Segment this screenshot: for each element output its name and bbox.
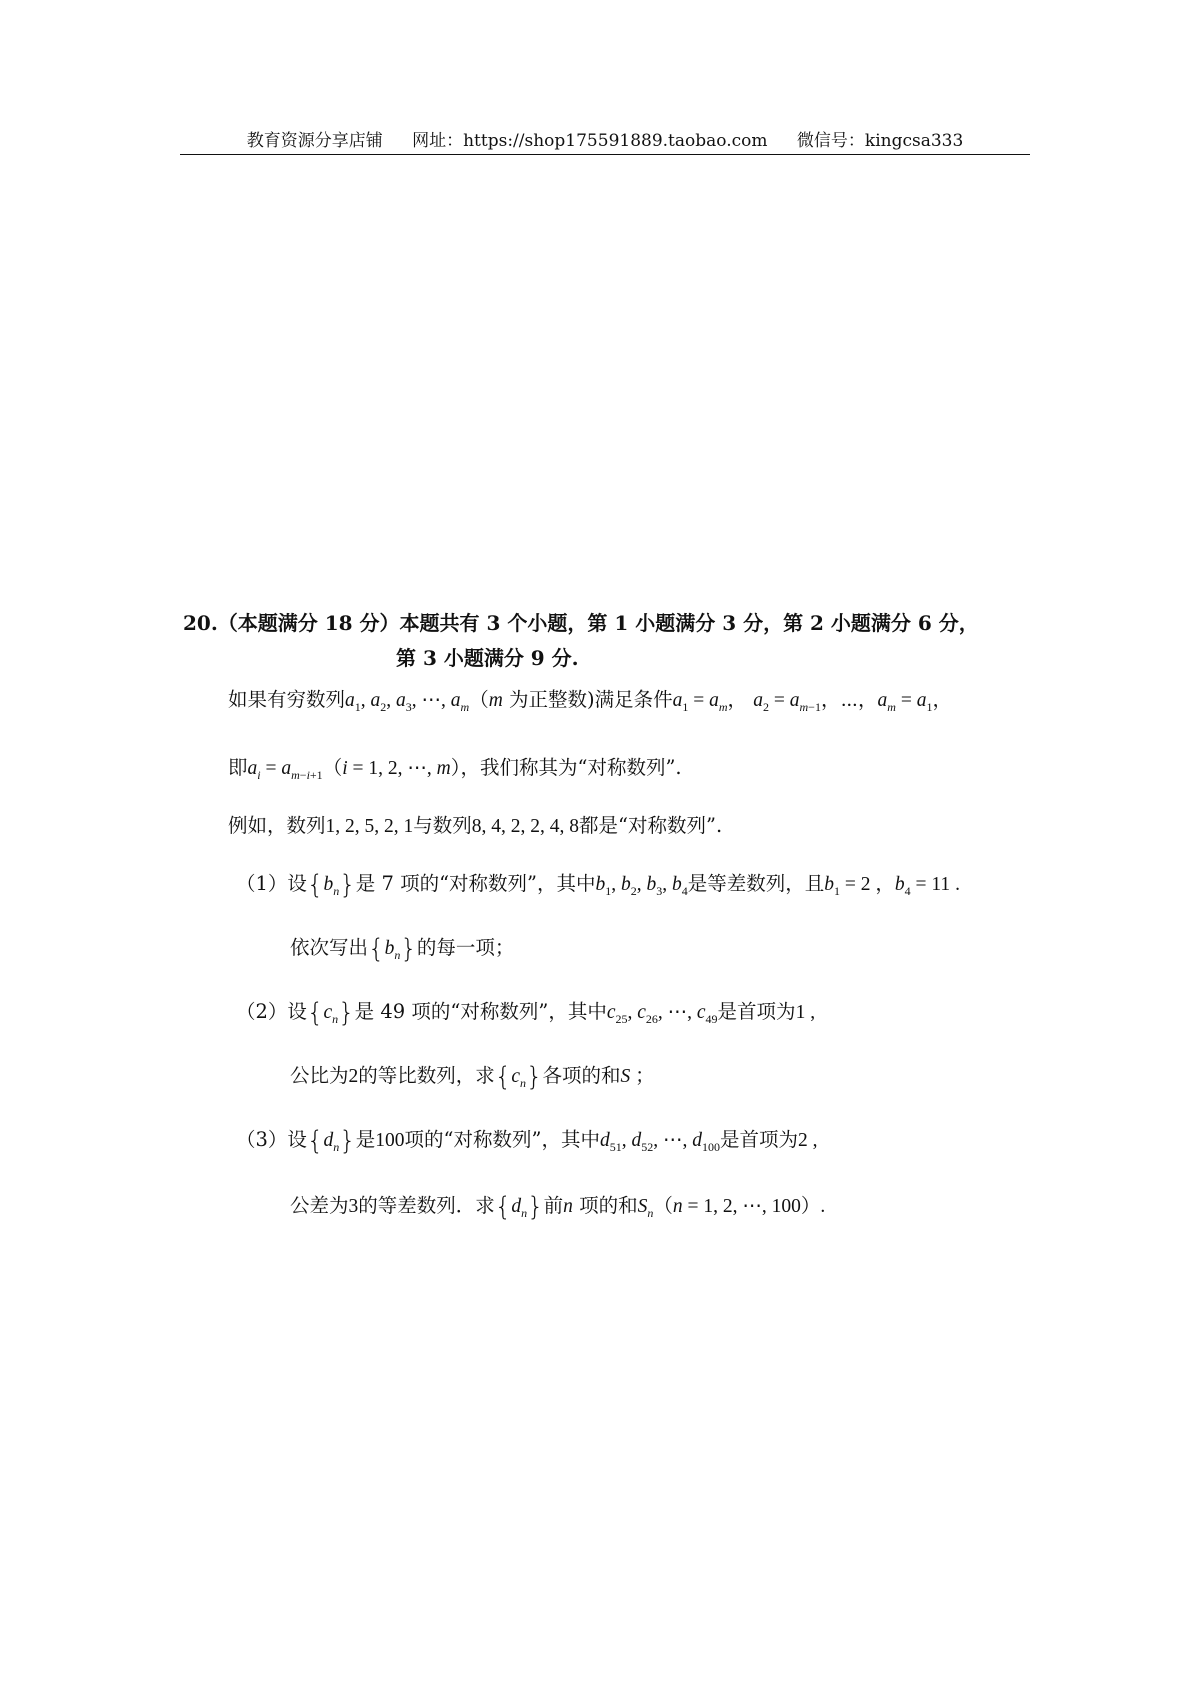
header-shop: 教育资源分享店铺 (246, 131, 383, 151)
question-title-continued: 第 3 小题满分 9 分. (396, 646, 579, 670)
part-1-line: （1）设$\{b_n\}$是 7 项的“对称数列”，其中$b_1$, $b_2$, $b_3$, $b_4$是等差数列，且$b_1 = 2$ ，$b_4 = 11$ . (236, 870, 960, 900)
definition-formula-line: 即$a_i = a_{m-i+1}(i = 1$, 2, ⋯, m），我们称其为“对称数列”. (228, 756, 682, 782)
part-2-line: （2）设$\{c_n\}$是 49 项的“对称数列”，其中$c_{25}$, $c_{26}$, ⋯, $c_{49}$是首项为1 , (236, 998, 816, 1028)
header-url: 网址：https://shop175591889.taobao.com (412, 131, 768, 151)
header-wechat: 微信号：kingcsa333 (796, 131, 964, 151)
header-divider (180, 154, 1030, 155)
definition-line: 如果有穷数列$a_1$, $a_2$, $a_3$, ⋯, $a_m(m$ 为正整数)满足条件$a_1 = a_m$， $a_2 = a_{m-1}$，⋯，$a_m = a_1$， (228, 688, 952, 714)
example-line: 例如，数列1, 2, 5, 2, 1与数列8, 4, 2, 2, 4, 8都是“对称数列”. (228, 814, 723, 837)
part-2-instruction: 公比为2的等比数列，求$\{c_n\}$各项的和S ； (290, 1062, 655, 1092)
page-header (180, 126, 1030, 156)
question-title: 20.（本题满分 18 分）本题共有 3 个小题，第 1 小题满分 3 分，第 2 小题满分 6 分， (183, 611, 979, 635)
part-1-instruction: 依次写出$\{b_n\}$的每一项； (290, 934, 515, 964)
part-3-line: （3）设$\{d_n\}$是100项的“对称数列”，其中$d_{51}$, $d_{52}$, ⋯, $d_{100}$是首项为2 , (236, 1126, 818, 1156)
part-3-instruction: 公差为3的等差数列．求$\{d_n\}$前n 项的和$S_n(n = 1$, 2, ⋯, 100）. (290, 1192, 826, 1222)
